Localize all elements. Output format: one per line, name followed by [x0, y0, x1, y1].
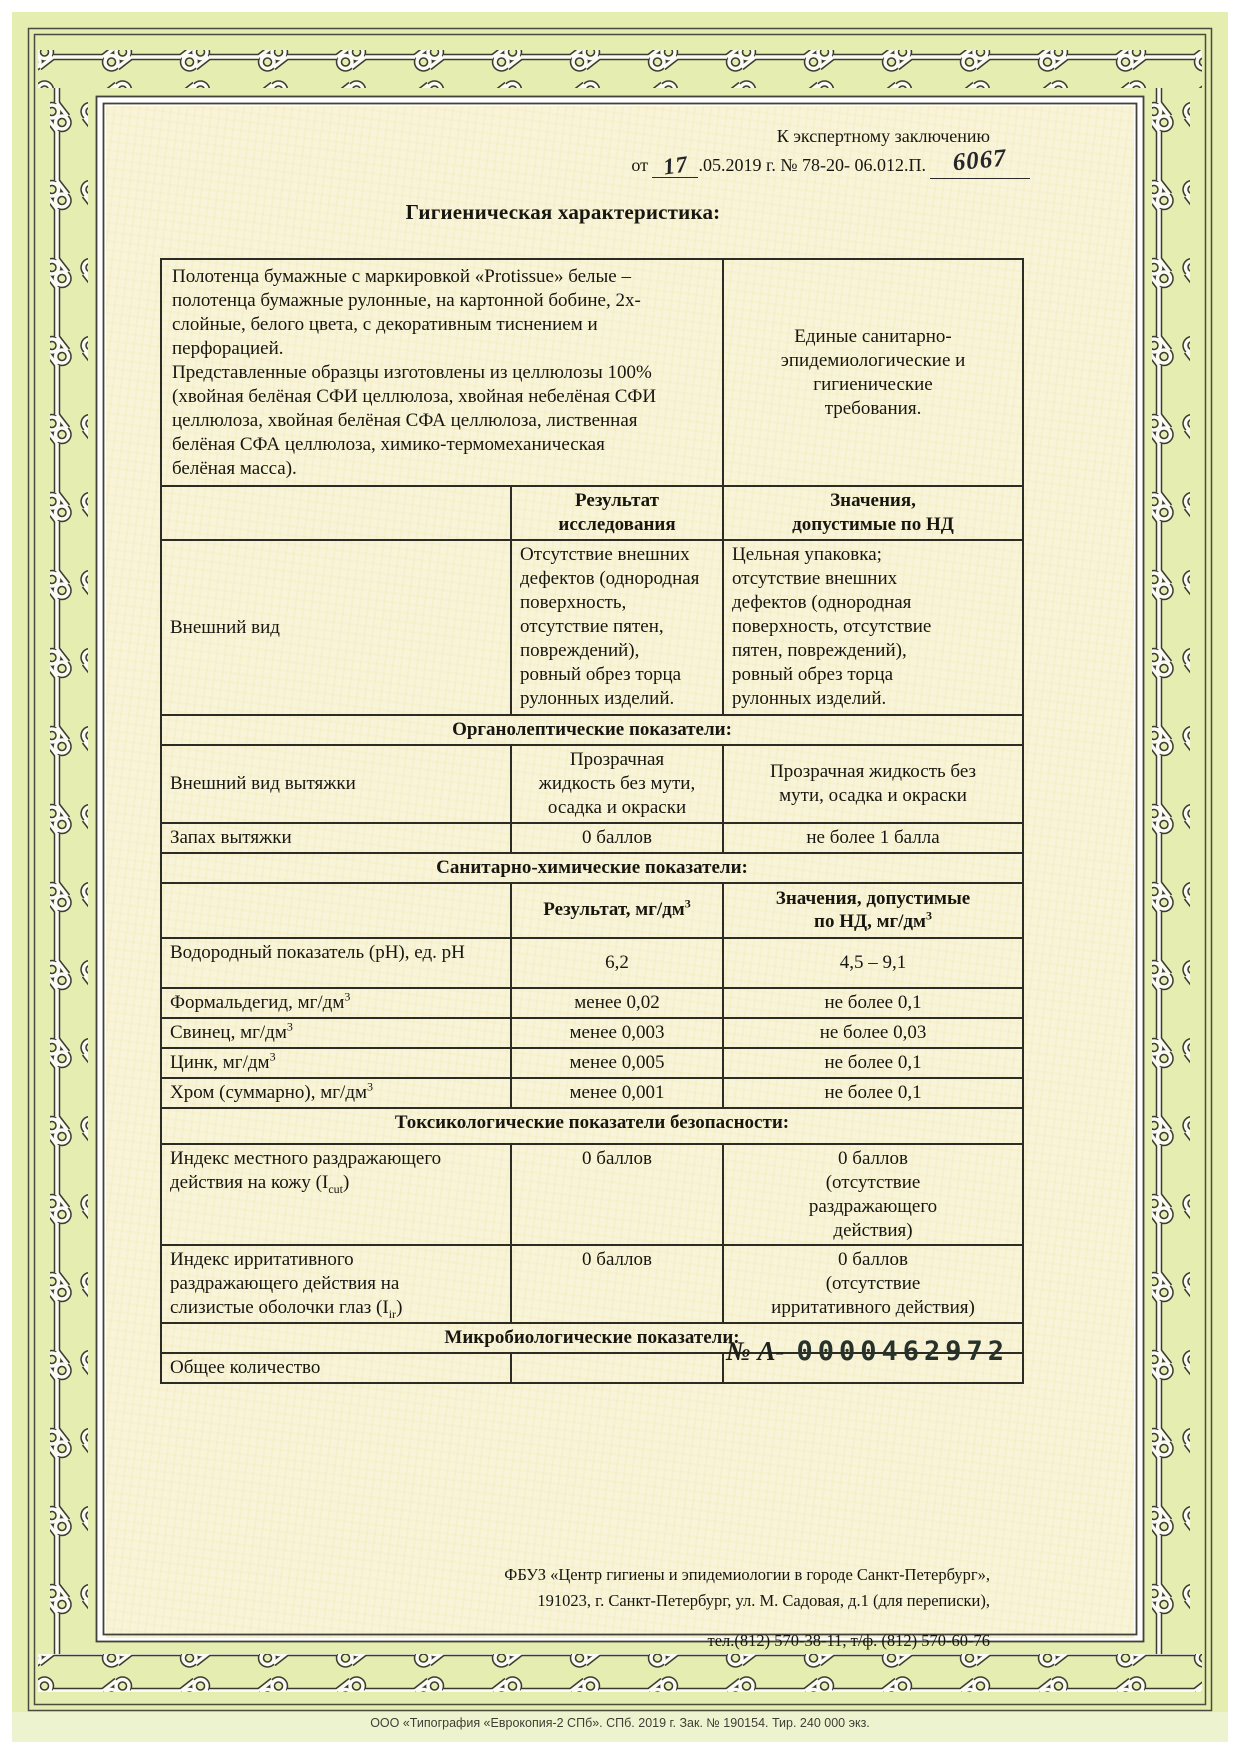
param-formaldehyde: Формальдегид, $мг/дм^3$ [161, 988, 511, 1018]
ph-norm: 4,5 – 9,1 [723, 938, 1023, 988]
note-from-prefix: от [631, 155, 648, 175]
page-title: Гигиеническая характеристика: [405, 200, 721, 224]
empty-header-cell [161, 486, 511, 540]
extract-odor-norm: не более 1 балла [723, 823, 1023, 853]
section-organoleptic: Органолептические показатели: [161, 715, 1023, 745]
org-address: 191023, г. Санкт-Петербург, ул. М. Садовая, д.1 (для переписки), [537, 1591, 990, 1610]
section-row [161, 715, 1023, 745]
param-zinc: Цинк, $мг/дм^3$ [161, 1048, 511, 1078]
empty-header-cell [161, 883, 511, 938]
note-number-text: .05.2019 г. № 78-20- 06.012.П. [698, 155, 926, 175]
table-row [161, 988, 1023, 1018]
section-row [161, 853, 1023, 883]
serial-digits: 0000462972 [796, 1336, 1010, 1367]
serial-prefix: № А- [726, 1336, 785, 1366]
zinc-norm: не более 0,1 [723, 1048, 1023, 1078]
organization-block [504, 1562, 990, 1654]
table-row [161, 259, 1023, 486]
column-header-norm-chem: Значения, допустимые по НД, $мг/дм^3$ [723, 883, 1023, 938]
param-chromium: Хром (суммарно), $мг/дм^3$ [161, 1078, 511, 1108]
table-row [161, 883, 1023, 938]
table-row [161, 540, 1023, 715]
param-extract-appearance: Внешний вид вытяжки [161, 745, 511, 823]
param-appearance: Внешний вид [161, 540, 511, 715]
ph-result: 6,2 [511, 938, 723, 988]
chromium-result: менее 0,001 [511, 1078, 723, 1108]
extract-appearance-result: Прозрачная жидкость без мути, осадка и окраски [511, 745, 723, 823]
section-chemical: Санитарно-химические показатели: [161, 853, 1023, 883]
expert-note-line1: К экспертному заключению [776, 126, 990, 146]
appearance-result-cell: Отсутствие внешних дефектов (однородная поверхность, отсутствие пятен, повреждений), ровный обрез торца рулонных изделий. [511, 540, 723, 715]
handwritten-number: 6067 [951, 144, 1008, 177]
param-ph: Водородный показатель (рН), ед. рН [161, 938, 511, 988]
table-row [161, 1078, 1023, 1108]
column-header-norm: Значения, допустимые по НД [723, 486, 1023, 540]
column-header-result-chem: Результат, $мг/дм^3$ [511, 883, 723, 938]
expert-note-line2 [631, 144, 1030, 180]
product-description-cell: Полотенца бумажные с маркировкой «Protissue» белые – полотенца бумажные рулонные, на картонной бобине, 2х- слойные, белого цвета, с декоративным тиснением и перфорацией. Представленные образцы изготовлены из целлюлозы 100% (хвойная белёная СФИ целлюлоза, хвойная небелёная СФИ целлюлоза, хвойная белёная СФА целлюлоза, лиственная белёная СФА целлюлоза, химико-термомеханическая белёная масса). [161, 259, 723, 486]
table-row [161, 1144, 1023, 1246]
param-eye-irritation: Индекс ирритативного раздражающего действия на слизистые оболочки глаз $(I_{ir})$ [161, 1245, 511, 1323]
total-count-result [511, 1353, 723, 1383]
org-name: ФБУЗ «Центр гигиены и эпидемиологии в городе Санкт-Петербург», [504, 1565, 990, 1584]
skin-irritation-result: 0 баллов [511, 1144, 723, 1246]
table-row [161, 1245, 1023, 1323]
table-row [161, 1048, 1023, 1078]
print-shop-line: ООО «Типография «Еврокопия-2 СПб». СПб. 2019 г. Зак. № 190154. Тир. 240 000 экз. [370, 1716, 870, 1730]
table-row [161, 823, 1023, 853]
section-toxicology: Токсикологические показатели безопасности: [161, 1108, 1023, 1144]
table-row [161, 745, 1023, 823]
table-row [161, 938, 1023, 988]
section-microbiology: Микробиологические показатели: [161, 1323, 1023, 1353]
zinc-result: менее 0,005 [511, 1048, 723, 1078]
param-skin-irritation: Индекс местного раздражающего действия на кожу $(I_{cut})$ [161, 1144, 511, 1246]
extract-appearance-norm: Прозрачная жидкость без мути, осадка и окраски [723, 745, 1023, 823]
param-lead: Свинец, $мг/дм^3$ [161, 1018, 511, 1048]
column-header-result: Результат исследования [511, 486, 723, 540]
table-row [161, 1018, 1023, 1048]
lead-result: менее 0,003 [511, 1018, 723, 1048]
chromium-norm: не более 0,1 [723, 1078, 1023, 1108]
param-total-count: Общее количество [161, 1353, 511, 1383]
section-row [161, 1108, 1023, 1144]
form-serial-number [726, 1336, 1009, 1367]
eye-irritation-norm: 0 баллов (отсутствие ирритативного действия) [723, 1245, 1023, 1323]
formaldehyde-result: менее 0,02 [511, 988, 723, 1018]
extract-odor-result: 0 баллов [511, 823, 723, 853]
handwritten-date: 17 [661, 151, 690, 180]
org-phone: тел.(812) 570-38-11, т/ф. (812) 570-60-76 [707, 1631, 990, 1650]
hygiene-characteristics-table [160, 258, 1024, 1384]
appearance-norm-cell: Цельная упаковка; отсутствие внешних дефектов (однородная поверхность, отсутствие пятен, повреждений), ровный обрез торца рулонных изделий. [723, 540, 1023, 715]
param-extract-odor: Запах вытяжки [161, 823, 511, 853]
number-blank [930, 144, 1030, 179]
skin-irritation-norm: 0 баллов (отсутствие раздражающего действия) [723, 1144, 1023, 1246]
requirements-cell: Единые санитарно- эпидемиологические и гигиенические требования. [723, 259, 1023, 486]
eye-irritation-result: 0 баллов [511, 1245, 723, 1323]
table-row [161, 486, 1023, 540]
lead-norm: не более 0,03 [723, 1018, 1023, 1048]
formaldehyde-norm: не более 0,1 [723, 988, 1023, 1018]
date-blank [652, 151, 698, 178]
